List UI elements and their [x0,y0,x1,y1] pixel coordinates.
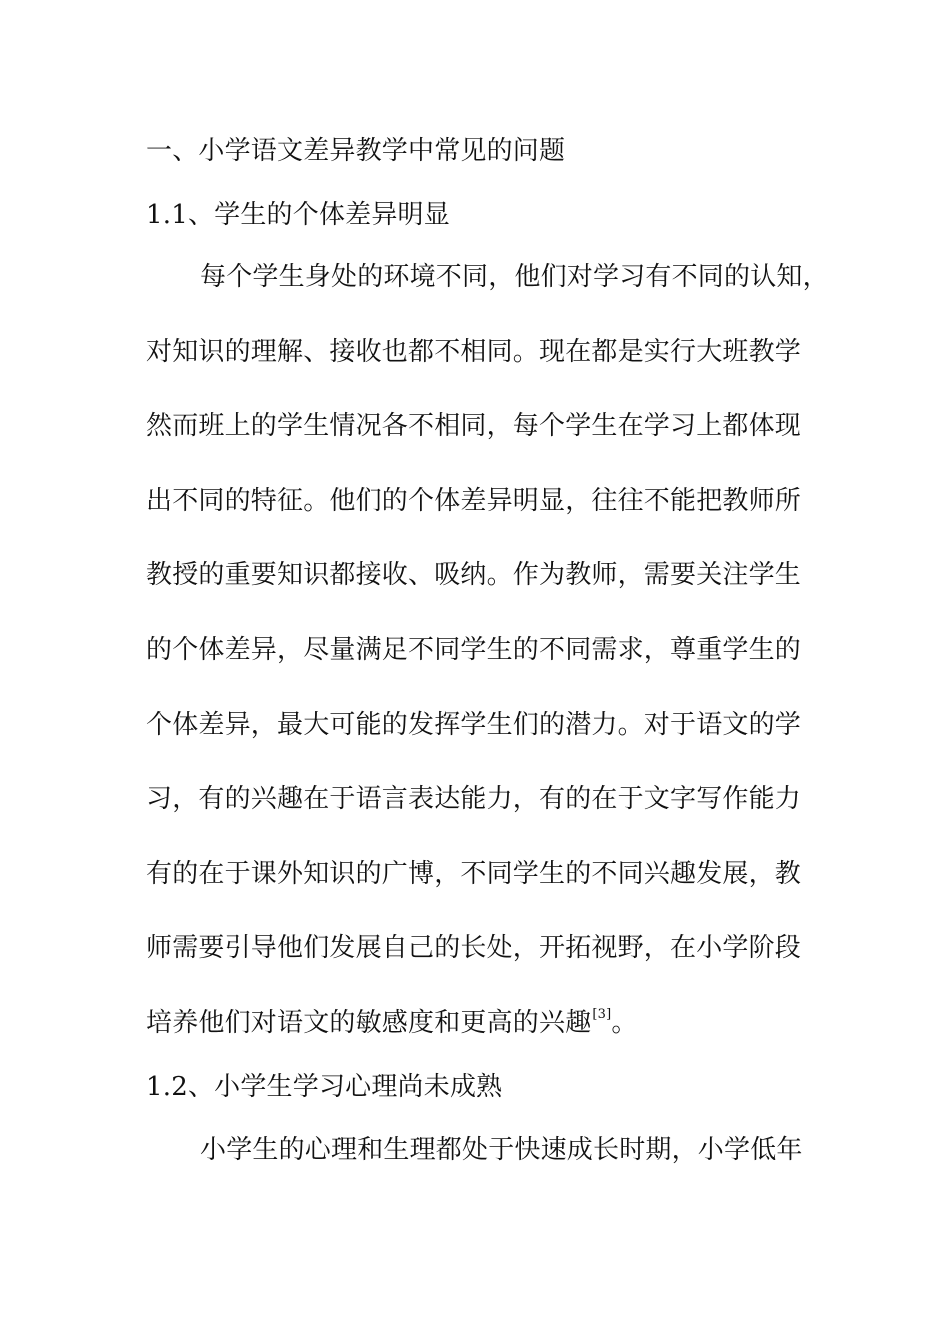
subsection-title-1-2: 1.2、小学生学习心理尚未成熟 [146,1072,503,1102]
paragraph-1-line-3: 然而班上的学生情况各不相同，每个学生在学习上都体现 [146,411,802,441]
paragraph-1-last-line-end: 。 [611,1008,638,1038]
paragraph-1-line-4: 出不同的特征。他们的个体差异明显，往往不能把教师所 [146,486,802,516]
paragraph-1-line-2: 对知识的理解、接收也都不相同。现在都是实行大班教学 [146,337,802,367]
paragraph-1-line-9: 有的在于课外知识的广博，不同学生的不同兴趣发展，教 [146,859,802,889]
paragraph-1-line-5: 教授的重要知识都接收、吸纳。作为教师，需要关注学生 [146,560,802,590]
paragraph-1-line-1: 每个学生身处的环境不同，他们对学习有不同的认知， [200,262,829,292]
citation-reference: [3] [592,1007,612,1022]
subsection-title-1-1: 1.1、学生的个体差异明显 [146,200,450,230]
paragraph-2-line-1: 小学生的心理和生理都处于快速成长时期，小学低年 [200,1135,803,1165]
paragraph-1-line-8: 习，有的兴趣在于语言表达能力，有的在于文字写作能力 [146,784,802,814]
paragraph-1-last-line-text: 培养他们对语文的敏感度和更高的兴趣 [146,1008,592,1038]
paragraph-1-line-7: 个体差异，最大可能的发挥学生们的潜力。对于语文的学 [146,710,802,740]
paragraph-1-line-10: 师需要引导他们发展自己的长处，开拓视野，在小学阶段 [146,933,802,963]
paragraph-1-line-6: 的个体差异，尽量满足不同学生的不同需求，尊重学生的 [146,635,802,665]
section-title: 一、小学语文差异教学中常见的问题 [146,136,566,166]
paragraph-1-line-11 [146,1007,638,1038]
